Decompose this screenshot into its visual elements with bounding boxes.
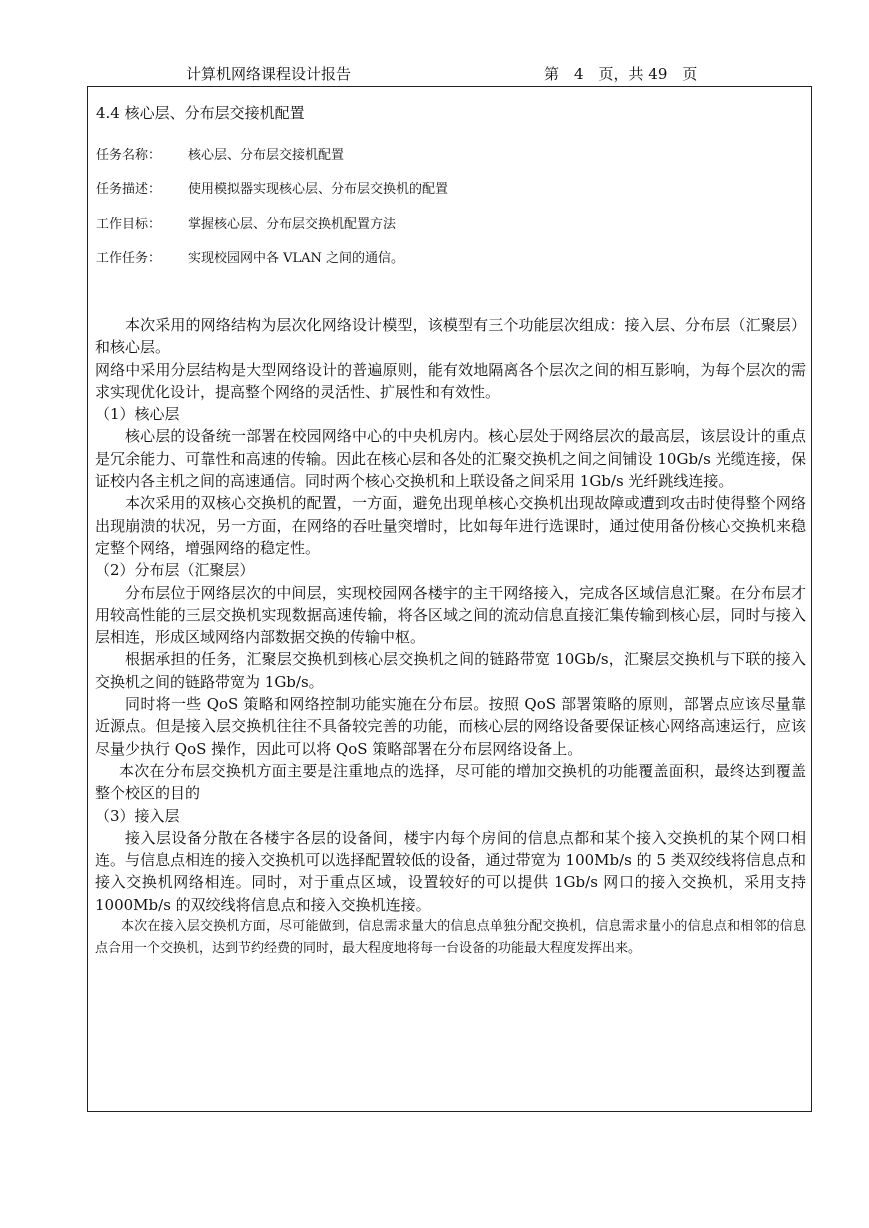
paragraph-intro: 本次采用的网络结构为层次化网络设计模型，该模型有三个功能层次组成：接入层、分布层（汇聚层）和核心层。 [95, 316, 806, 357]
work-task-value: 实现校园网中各 VLAN 之间的通信。 [188, 251, 405, 266]
heading-access-layer: （3）接入层 [95, 806, 180, 825]
paragraph-layering-principle: 网络中采用分层结构是大型网络设计的普遍原则，能有效地隔离各个层次之间的相互影响，为每个层次的需求实现优化设计，提高整个网络的灵活性、扩展性和有效性。 [95, 360, 806, 401]
task-name-row [96, 146, 344, 166]
paragraph-link-bandwidth: 根据承担的任务，汇聚层交换机到核心层交换机之间的链路带宽 10Gb/s，汇聚层交换机与下联的接入交换机之间的链路带宽为 1Gb/s。 [95, 650, 806, 691]
paragraph-dual-core: 本次采用的双核心交换机的配置，一方面，避免出现单核心交换机出现故障或遭到攻击时使得整个网络出现崩溃的状况，另一方面，在网络的吞吐量突增时，比如每年进行选课时，通过使用备份核心交换机来稳定整个网络，增强网络的稳定性。 [95, 494, 806, 557]
heading-core-layer: （1）核心层 [95, 405, 180, 424]
heading-distribution-layer: （2）分布层（汇聚层） [95, 561, 255, 580]
work-task-label: 工作任务： [96, 251, 162, 266]
task-description-label: 任务描述： [96, 182, 162, 197]
paragraph-access-layer: 接入层设备分散在各楼宇各层的设备间，楼宇内每个房间的信息点都和某个接入交换机的某个网口相连。与信息点相连的接入交换机可以选择配置较低的设备，通过带宽为 100Mb/s 的 5 类双绞线将信息点和接入交换机网络相连。同时，对于重点区域，设置较好的可以提供 1Gb/s 网口的接入交换机，采用支持 1000Mb/s 的双绞线将信息点和接入交换机连接。 [95, 828, 806, 914]
paragraph-qos: 同时将一些 QoS 策略和网络控制功能实施在分布层。按照 QoS 部署策略的原则，部署点应该尽量靠近源点。但是接入层交换机往往不具备较完善的功能，而核心层的网络设备要保证核心网络高速运行，应该尽量少执行 QoS 操作，因此可以将 QoS 策略部署在分布层网络设备上。 [95, 695, 806, 758]
task-description-value: 使用模拟器实现核心层、分布层交换机的配置 [188, 182, 449, 197]
page-header [0, 62, 869, 86]
document-title: 计算机网络课程设计报告 [186, 65, 352, 83]
paragraph-distribution-location: 本次在分布层交换机方面主要是注重地点的选择，尽可能的增加交换机的功能覆盖面积，最终达到覆盖整个校区的目的 [95, 761, 806, 803]
paragraph-core-layer: 核心层的设备统一部署在校园网络中心的中央机房内。核心层处于网络层次的最高层，该层设计的重点是冗余能力、可靠性和高速的传输。因此在核心层和各处的汇聚交换机之间之间铺设 10Gb/s 光缆连接，保证校内各主机之间的高速通信。同时两个核心交换机和上联设备之间采用 1Gb/s 光纤跳线连接。 [95, 427, 806, 491]
task-name-label: 任务名称： [96, 148, 162, 163]
work-task-row [96, 249, 404, 269]
task-description-row [96, 180, 448, 200]
task-name-value: 核心层、分布层交接机配置 [188, 148, 345, 163]
work-goal-value: 掌握核心层、分布层交换机配置方法 [188, 217, 397, 232]
page-number: 第 4 页，共 49 页 [544, 65, 698, 83]
work-goal-label: 工作目标： [96, 217, 162, 232]
section-title: 4.4 核心层、分布层交接机配置 [96, 104, 305, 122]
paragraph-distribution-layer: 分布层位于网络层次的中间层，实现校园网各楼宇的主干网络接入，完成各区域信息汇聚。在分布层才用较高性能的三层交换机实现数据高速传输，将各区域之间的流动信息直接汇集传输到核心层，同时与接入层相连，形成区域网络内部数据交换的传输中枢。 [95, 583, 806, 647]
paragraph-access-switch-allocation: 本次在接入层交换机方面，尽可能做到，信息需求量大的信息点单独分配交换机，信息需求量小的信息点和相邻的信息点合用一个交换机，达到节约经费的同时，最大程度地将每一台设备的功能最大程度发挥出来。 [95, 919, 806, 956]
body-text [95, 314, 806, 959]
work-goal-row [96, 215, 396, 235]
